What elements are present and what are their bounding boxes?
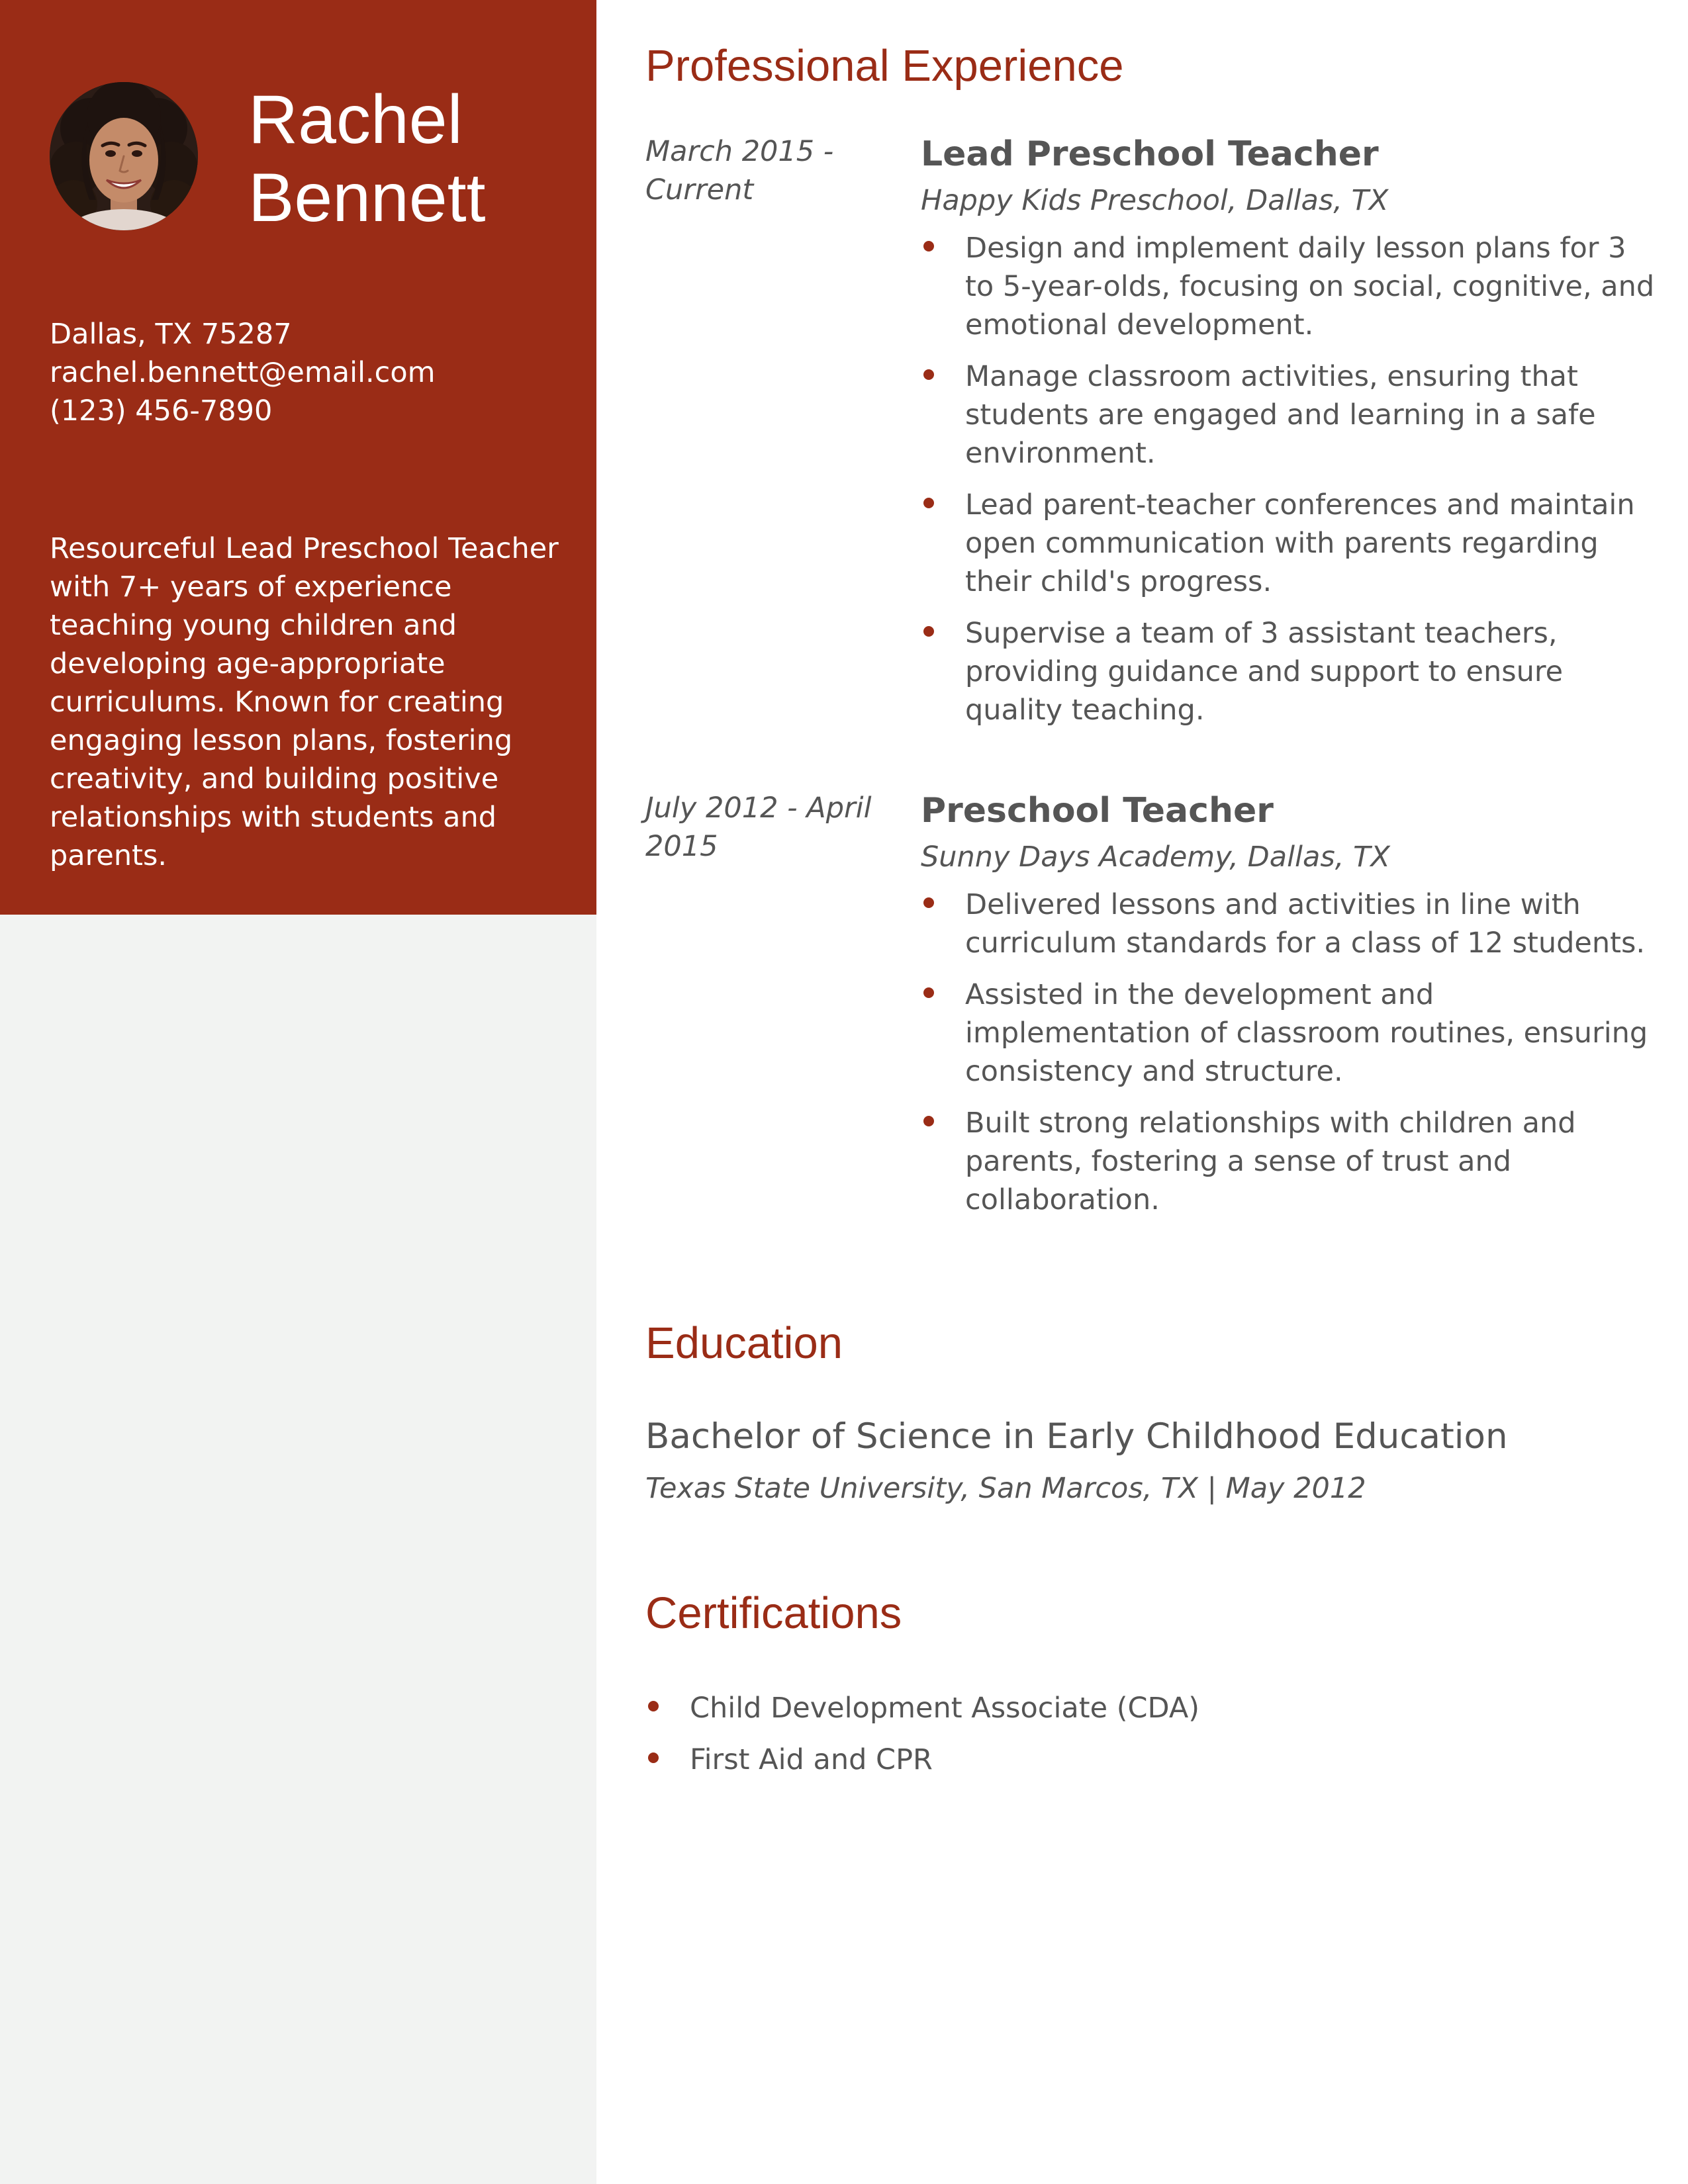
- bullet-dot-icon: [923, 897, 934, 908]
- list-item: [921, 886, 1656, 962]
- job-company: Happy Kids Preschool, Dallas, TX: [921, 184, 1389, 217]
- job-company: Sunny Days Academy, Dallas, TX: [921, 841, 1390, 874]
- list-item-text: Built strong relationships with children and parents, fostering a sense of trust and collaboration.: [965, 1107, 1576, 1216]
- job-details: [921, 789, 1656, 1232]
- job-dates: July 2012 - April 2015: [645, 792, 872, 863]
- certifications-list: [645, 1689, 1572, 1792]
- list-item-text: Supervise a team of 3 assistant teachers, providing guidance and support to ensure quality teaching.: [965, 617, 1564, 727]
- certification-text: First Aid and CPR: [690, 1743, 933, 1776]
- profile-photo: [50, 82, 198, 230]
- job-title: Lead Preschool Teacher: [921, 134, 1379, 174]
- list-item: [921, 1104, 1656, 1219]
- job-responsibilities: [921, 229, 1656, 729]
- list-item: [921, 357, 1656, 473]
- certification-text: Child Development Associate (CDA): [690, 1692, 1200, 1725]
- education-degree: Bachelor of Science in Early Childhood Education: [645, 1416, 1508, 1457]
- experience-heading: Professional Experience: [645, 41, 1124, 91]
- sidebar-header-panel: [0, 0, 596, 915]
- last-name: Bennett: [248, 159, 486, 236]
- list-item: [645, 1689, 1572, 1727]
- profile-summary: Resourceful Lead Preschool Teacher with 7+ years of experience teaching young children and developing age-appropriate curriculums. Known for creating engaging lesson plans, fostering creativity, and building positive relationships with students and parents.: [50, 532, 559, 872]
- avatar: [50, 82, 198, 230]
- bullet-dot-icon: [923, 626, 934, 637]
- first-name: Rachel: [248, 81, 463, 158]
- email-link[interactable]: rachel.bennett@email.com: [50, 356, 436, 389]
- list-item: [645, 1741, 1572, 1779]
- bullet-dot-icon: [923, 987, 934, 998]
- list-item-text: Manage classroom activities, ensuring that students are engaged and learning in a safe environment.: [965, 360, 1596, 470]
- job-dates: March 2015 - Current: [645, 135, 834, 206]
- job-title: Preschool Teacher: [921, 791, 1274, 831]
- list-item-text: Lead parent-teacher conferences and maintain open communication with parents regarding their child's progress.: [965, 488, 1635, 598]
- list-item: [921, 614, 1656, 729]
- list-item: [921, 976, 1656, 1091]
- location-text: Dallas, TX 75287: [50, 318, 292, 351]
- contact-info: [50, 315, 436, 430]
- job-responsibilities: [921, 886, 1656, 1219]
- bullet-dot-icon: [923, 498, 934, 508]
- bullet-dot-icon: [923, 369, 934, 380]
- list-item-text: Assisted in the development and implementation of classroom routines, ensuring consistency and structure.: [965, 978, 1648, 1088]
- list-item: [921, 229, 1656, 344]
- phone-number: (123) 456-7890: [50, 394, 273, 428]
- bullet-dot-icon: [648, 1701, 659, 1711]
- list-item-text: Design and implement daily lesson plans for 3 to 5-year-olds, focusing on social, cognitive, and emotional development.: [965, 232, 1655, 341]
- bullet-dot-icon: [923, 1116, 934, 1126]
- list-item-text: Delivered lessons and activities in line with curriculum standards for a class of 12 students.: [965, 888, 1646, 960]
- certifications-heading: Certifications: [645, 1588, 902, 1638]
- education-heading: Education: [645, 1318, 843, 1368]
- education-details: Texas State University, San Marcos, TX | May 2012: [645, 1472, 1366, 1505]
- bullet-dot-icon: [648, 1752, 659, 1763]
- sidebar: [0, 0, 596, 2184]
- bullet-dot-icon: [923, 241, 934, 251]
- list-item: [921, 486, 1656, 601]
- candidate-name: [248, 81, 486, 237]
- job-details: [921, 132, 1656, 743]
